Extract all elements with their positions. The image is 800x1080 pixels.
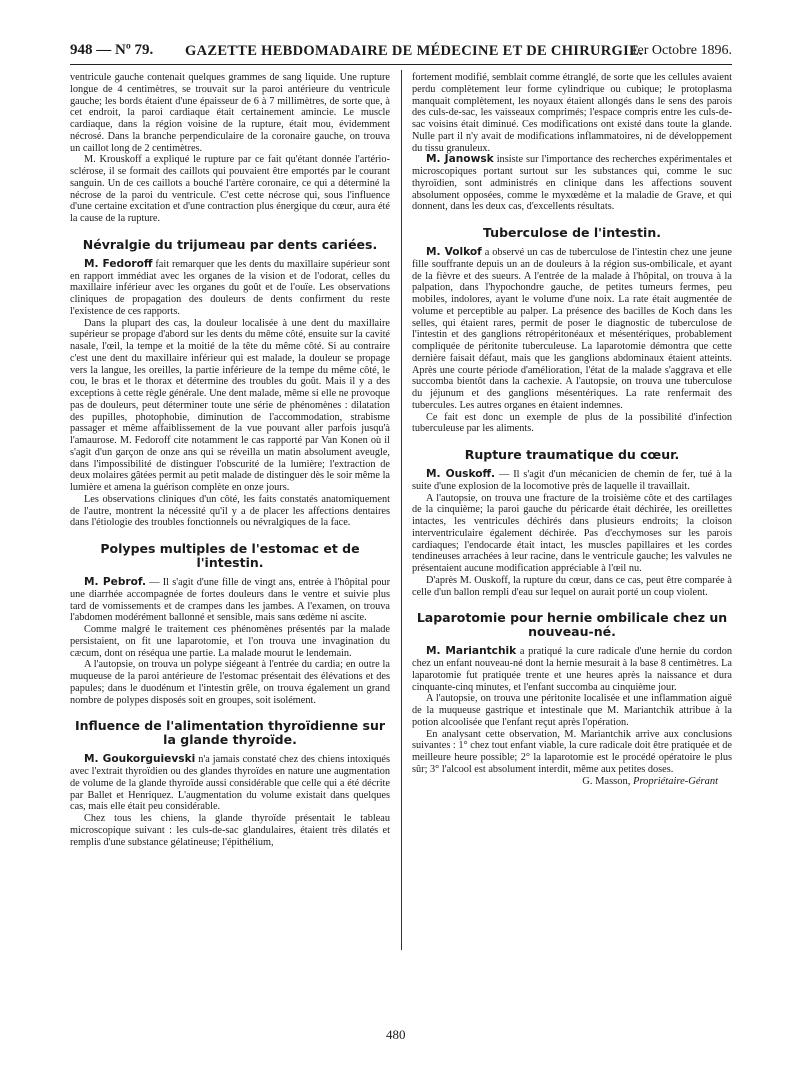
paragraph: Chez tous les chiens, la glande thyroïde présentait le tableau microscopique suivant : les culs-de-sac glandulaires, étaient très dilatés et remplis d'une substance gélatineuse; l'épithélium, <box>70 813 390 848</box>
running-header <box>70 40 732 65</box>
left-column <box>70 72 390 848</box>
section-heading: Laparotomie pour hernie ombilicale chez un nouveau-né. <box>416 610 728 640</box>
paragraph: En analysant cette observation, M. Mariantchik arrive aux conclusions suivantes : 1° chez tout enfant viable, la cure radicale doit être pratiquée et de meilleure heure possible; 2° la laparotomie est le procédé opératoire le plus sûr; 3° l'alcool est absolument interdit, même aux petites doses. <box>412 728 732 775</box>
author-name: M. Fedoroff <box>84 257 153 270</box>
paragraph: Ce fait est donc un exemple de plus de la possibilité d'infection tuberculeuse par les aliments. <box>412 411 732 435</box>
paragraph: D'après M. Ouskoff, la rupture du cœur, dans ce cas, peut être comparée à celle d'un ballon rempli d'eau sur lequel on aurait porté un coup violent. <box>412 574 732 598</box>
header-page-number: 948 — Nº 79. <box>70 42 154 58</box>
author-name: M. Pebrof. <box>84 576 146 588</box>
section-heading: Influence de l'alimentation thyroïdienne sur la glande thyroïde. <box>74 718 386 748</box>
publisher-signature <box>412 776 732 788</box>
author-name: M. Ouskoff. <box>426 468 496 480</box>
paragraph: A l'autopsie, on trouva un polype siégeant à l'entrée du cardia; en outre la muqueuse de la paroi antérieure de l'estomac présentait des élévations et des papules; dans le duodénum et l'intestin grêle, on trouva également un grand nombre de polypes disposés soit en groupes, soit isolément. <box>70 659 390 706</box>
paragraph: M. Krouskoff a expliqué le rupture par ce fait qu'étant donnée l'artério-sclérose, il se formait des caillots qui pouvaient être emportés par le courant sanguin. Un de ces caillots a bouché l'artère coronaire, ce qui a déterminé la nécrose de la paroi du ventricule. C'est cette nécrose qui, sous l'influence d'une certaine excitation et d'une contraction plus énergique du cœur, aura été la cause de la rupture. <box>70 154 390 224</box>
right-column <box>412 72 732 787</box>
paragraph: M. Fedoroff fait remarquer que les dents du maxillaire supérieur sont en rapport immédiat avec les organes de la vision et de l'odorat, celles du maxillaire inférieur avec les organes du goût et de l'ouïe. Les observations cliniques de propagation des douleurs de dents confirment du reste l'existence de ces rapports. <box>70 257 390 317</box>
paragraph: M. Ouskoff. — Il s'agit d'un mécanicien de chemin de fer, tué à la suite d'une explosion de la locomotive près de laquelle il travaillait. <box>412 468 732 492</box>
paragraph: Dans la plupart des cas, la douleur localisée à une dent du maxillaire supérieur se propage d'abord sur les dents du même côté, ensuite sur la cavité nasale, l'œil, la tempe et la moitié de la tête du même côté. Si au contraire c'est une dent du maxillaire inférieur qui est malade, la douleur se propage vers la langue, les oreilles, la partie inférieure de la tempe du même côté, le cou, le bras et le thorax et détermine des troubles du goût. Mais il y a des exceptions à cette règle générale. Une dent malade, même si elle ne provoque pas de douleurs, peut déterminer toute une série de phénomènes : dilatation des pupilles, photophobie, diminution de l'accommodation, strabisme passager et même affaiblissement de la vue pouvant aller parfois jusqu'à l'amaurose. M. Fedoroff cite notamment le cas rapporté par Van Konen où il s'agit d'un garçon de onze ans qui se réveilla un matin absolument aveugle, dans l'impossibilité de distinguer l'obscurité de la lumière; l'extraction de deux molaires gâtées permit au petit malade de distinguer dès le soir même la lumière et amena la guérison complète en onze jours. <box>70 317 390 493</box>
paragraph: A l'autopsie, on trouva une fracture de la troisième côte et des cartilages de la cinquième; la paroi gauche du péricarde était déchirée, les oreillettes intactes, les ventricules déchirés dans plusieurs endroits; la cloison interventriculaire également déchirée. Pas d'ecchymoses sur les parois cardiaques; l'endocarde était intact, les muscles papillaires et les cordes tendineuses arrachées à leur racine, dans le ventricule gauche; les valvules ne présentaient aucune modification appréciable à l'œil nu. <box>412 492 732 574</box>
paragraph: M. Pebrof. — Il s'agit d'une fille de vingt ans, entrée à l'hôpital pour une diarrhée accompagnée de fortes douleurs dans le ventre et suivie plus tard de vomissements et de crampes dans les jambes. A l'examen, on trouva l'abdomen modérément ballonné et sensible, mais sans œdème ni ascite. <box>70 576 390 624</box>
paragraph: ventricule gauche contenait quelques grammes de sang liquide. Une rupture longue de 4 centimètres, se trouvait sur la paroi antérieure du ventricule gauche; les bords étaient d'une épaisseur de 6 à 7 millimètres, de sorte que, à cet endroit, la paroi cardiaque était certainement amincie. Le muscle cardiaque, dans la région voisine de la rupture, était mou, évidemment nécrosé. Dans la branche perpendiculaire de la coronaire gauche, on trouva un caillot long de 2 centimètres. <box>70 72 390 154</box>
paragraph: Comme malgré le traitement ces phénomènes présentés par la malade persistaient, on fit une laparotomie, et l'on trouva une invagination du cæcum, dont on réséqua une partie. La malade mourut le lendemain. <box>70 624 390 659</box>
paragraph: A l'autopsie, on trouva une péritonite localisée et une inflammation aiguë de la muqueuse gastrique et intestinale que M. Mariantchik attribue à la potion alcoolisée que l'enfant reçut après l'opération. <box>412 693 732 728</box>
paragraph: M. Goukorguievski n'a jamais constaté chez des chiens intoxiqués avec l'extrait thyroïdien ou des glandes thyroïdes en nature une augmentation de volume de la glande thyroïde aussi considérable que celle qui a été décrite par Ballet et Henriquez. L'augmentation du volume existait dans quelques cas, mais elle était peu considérable. <box>70 753 390 813</box>
section-heading: Névralgie du trijumeau par dents cariées. <box>82 236 378 252</box>
paragraph: M. Mariantchik a pratiqué la cure radicale d'une hernie du cordon chez un enfant nouveau-né dont la hernie mesurait à la base 8 centimètres. La laparotomie fut pratiquée trente et une heures après la naissance et dura cinquante-cinq minutes, et l'enfant succomba au cinquième jour. <box>412 645 732 693</box>
footer-page-number: 480 <box>386 1027 406 1042</box>
section-heading: Tuberculose de l'intestin. <box>483 225 661 240</box>
author-name: M. Janowsk <box>426 153 494 166</box>
paragraph: fortement modifié, semblait comme étranglé, de sorte que les cellules avaient perdu complètement leur forme cylindrique ou cubique; le protoplasma manquait complètement, les noyaux étaient allongés dans le sens des parois des culs-de-sac, les vaisseaux comprimés; l'espace compris entre les culs-de-sac voisins était diminué. Ces modifications ont existé dans toute la glande. Nulle part il n'y avait de modifications inflammatoires, ni de développement du tissu granuleux. <box>412 72 732 154</box>
paragraph: M. Volkof a observé un cas de tuberculose de l'intestin chez une jeune fille souffrante depuis un an de douleurs à la région sus-ombilicale, et ayant de la fièvre et des sueurs. A l'entrée de la malade à l'hôpital, on trouva à la palpation, dans l'hypochondre gauche, de petites tumeurs fermes, peu mobiles, indolores, ayant le volume d'une noix. La rate était augmentée de volume et perceptible au palper. La présence des bacilles de Koch dans les selles, qui étaient rares, permit de poser le diagnostic de tuberculose de l'intestin et des ganglions rétropéritonéaux et mésentériques, probablement compliquée de péritonite tuberculeuse. La laparotomie démontra que cette dernière faisait défaut, mais que les ganglions abdominaux étaient atteints. Après une courte période d'amélioration, l'état de la malade s'aggrava et elle succomba bientôt dans la cachexie. A l'autopsie, on trouva une tuberculose du jéjunum et des ganglions mésentériques. La rate renfermait des tubercules. Les autres organes en étaient indemnes. <box>412 246 733 411</box>
author-name: M. Volkof <box>426 246 482 258</box>
header-date: 1er Octobre 1896. <box>630 43 732 58</box>
column-divider <box>401 70 402 950</box>
paragraph: M. Janowsk insiste sur l'importance des recherches expérimentales et microscopiques portant surtout sur les substances qui, comme le suc thyroïdien, sont administrés en clinique dans les affections souvent absolument opposées, comme le myxœdème et la maladie de Grave, et qui donnent, dans les deux cas, d'excellents résultats. <box>412 153 732 213</box>
section-heading: Rupture traumatique du cœur. <box>464 447 680 462</box>
author-name: M. Mariantchik <box>426 645 517 658</box>
signature-name: G. Masson, <box>582 775 631 787</box>
section-heading: Polypes multiples de l'estomac et de l'intestin. <box>100 541 360 570</box>
author-name: M. Goukorguievski <box>84 753 196 766</box>
paragraph: Les observations cliniques d'un côté, les faits constatés anatomiquement de l'autre, montrent la nécessité qu'il y a de placer les affections dentaires dans l'étiologie des troubles fonctionnels ou névralgiques de la face. <box>70 493 390 529</box>
signature-role: Propriétaire-Gérant <box>630 775 718 787</box>
header-journal-title: GAZETTE HEBDOMADAIRE DE MÉDECINE ET DE CHIRURGIE. <box>185 43 643 59</box>
